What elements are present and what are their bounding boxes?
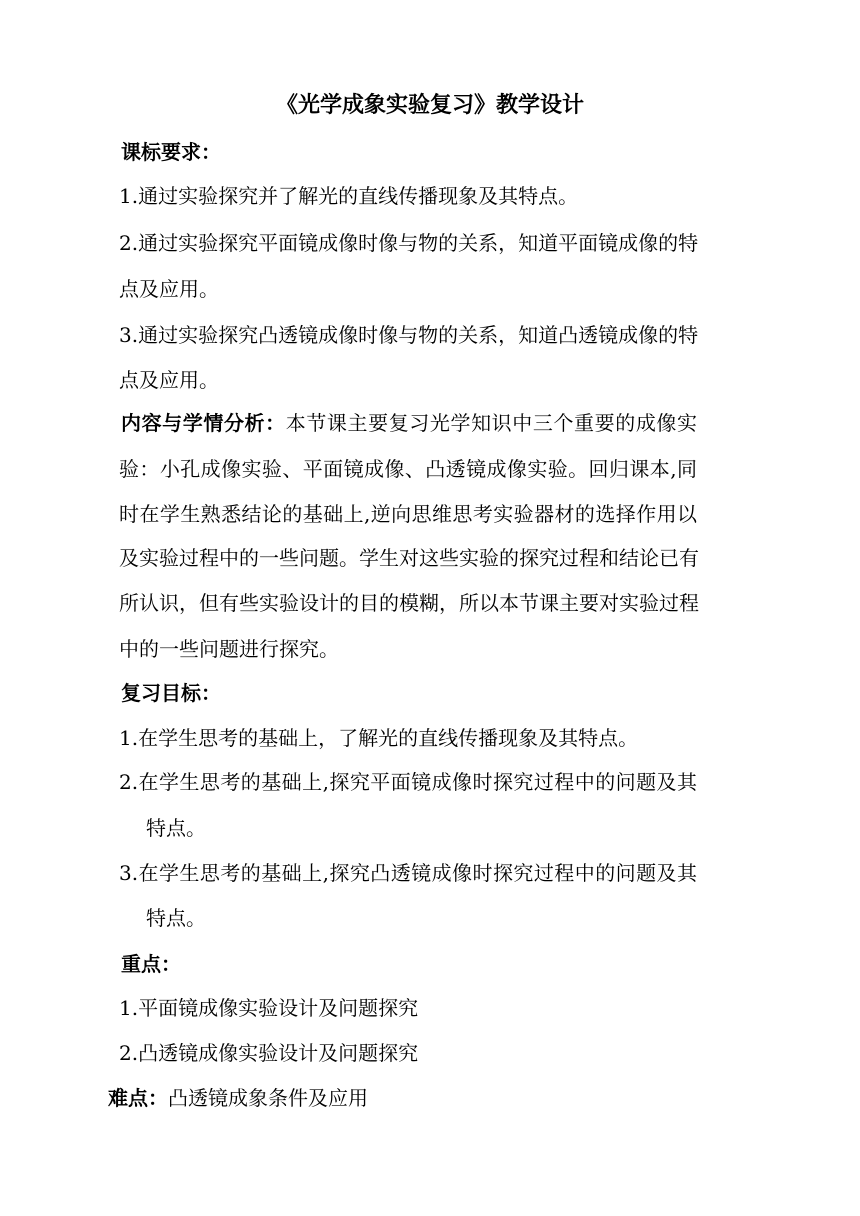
curriculum-item-2-line-1: 2.通过实验探究平面镜成像时像与物的关系，知道平面镜成像的特	[119, 231, 699, 255]
analysis-line-2: 验：小孔成像实验、平面镜成像、凸透镜成像实验。回归课本,同	[119, 457, 697, 481]
analysis-text-line-1: 本节课主要复习光学知识中三个重要的成像实	[285, 411, 698, 435]
analysis-line-4: 及实验过程中的一些问题。学生对这些实验的探究过程和结论已有	[119, 546, 699, 570]
analysis-line-6: 中的一些问题进行探究。	[119, 637, 339, 661]
curriculum-heading: 课标要求：	[121, 140, 221, 164]
analysis-line-3: 时在学生熟悉结论的基础上,逆向思维思考实验器材的选择作用以	[119, 502, 697, 526]
curriculum-item-3-line-1: 3.通过实验探究凸透镜成像时像与物的关系，知道凸透镜成像的特	[119, 323, 699, 347]
difficulty-heading: 难点：	[108, 1086, 168, 1110]
objectives-heading: 复习目标：	[121, 681, 221, 705]
analysis-line-5: 所认识，但有些实验设计的目的模糊，所以本节课主要对实验过程	[119, 591, 699, 615]
objectives-item-1: 1.在学生思考的基础上，了解光的直线传播现象及其特点。	[119, 726, 639, 750]
document-title: 《光学成象实验复习》教学设计	[275, 93, 584, 118]
curriculum-item-2-line-2: 点及应用。	[119, 277, 219, 301]
analysis-heading: 内容与学情分析：	[121, 411, 286, 435]
objectives-item-3-line-2: 特点。	[146, 906, 206, 930]
curriculum-item-1: 1.通过实验探究并了解光的直线传播现象及其特点。	[119, 184, 579, 208]
objectives-item-2-line-1: 2.在学生思考的基础上,探究平面镜成像时探究过程中的问题及其	[119, 770, 697, 794]
key-points-item-2: 2.凸透镜成像实验设计及问题探究	[119, 1041, 419, 1065]
analysis-line-1	[121, 411, 697, 435]
curriculum-item-3-line-2: 点及应用。	[119, 368, 219, 392]
key-points-item-1: 1.平面镜成像实验设计及问题探究	[119, 996, 419, 1020]
difficulty-line	[108, 1086, 368, 1110]
key-points-heading: 重点：	[121, 952, 181, 976]
objectives-item-2-line-2: 特点。	[146, 816, 206, 840]
objectives-item-3-line-1: 3.在学生思考的基础上,探究凸透镜成像时探究过程中的问题及其	[119, 861, 697, 885]
difficulty-text: 凸透镜成象条件及应用	[168, 1086, 368, 1110]
